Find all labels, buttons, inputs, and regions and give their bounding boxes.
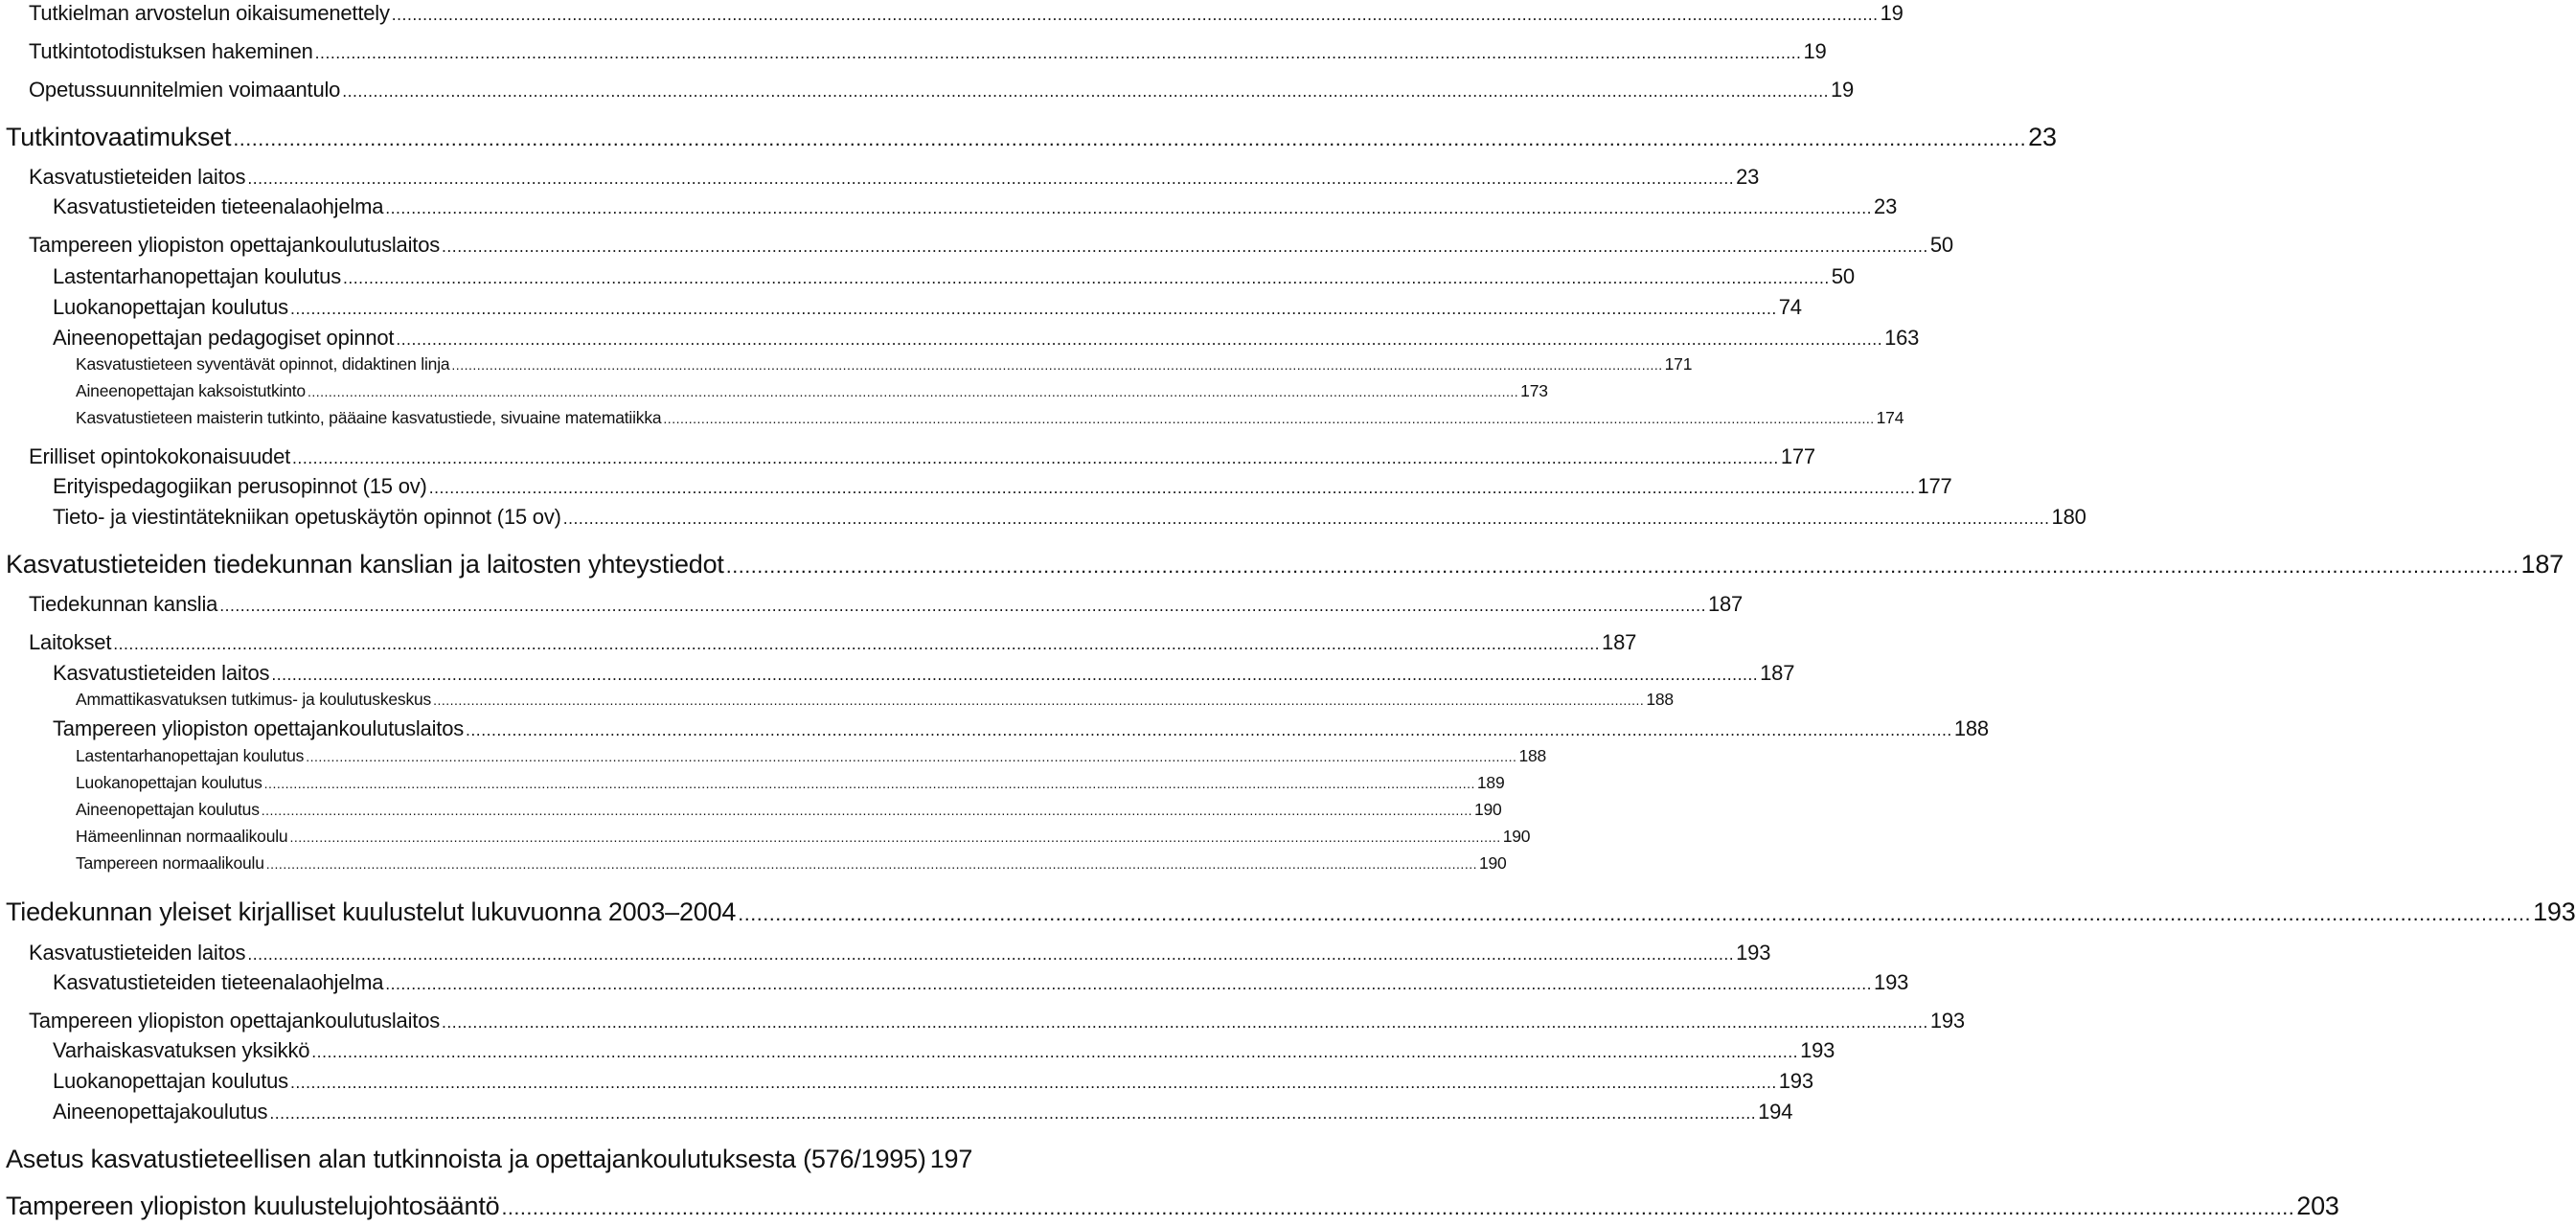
- toc-entry-page: 193: [1874, 970, 1909, 994]
- toc-entry-title: Hämeenlinnan normaalikoulu: [76, 827, 288, 846]
- dot-leader: [385, 200, 1872, 217]
- toc-entry-page: 203: [2296, 1192, 2339, 1220]
- dot-leader: [289, 830, 1500, 844]
- toc-entry-page: 23: [1736, 165, 1760, 189]
- dot-leader: [247, 170, 1734, 188]
- toc-entry: [76, 800, 1502, 819]
- toc-entry-title: Tiedekunnan kanslia: [29, 592, 218, 616]
- dot-leader: [266, 857, 1477, 871]
- toc-entry-page: 190: [1473, 800, 1502, 819]
- toc-entry-title: Kasvatustieteiden laitos: [29, 941, 246, 965]
- toc-entry-page: 193: [1929, 1009, 1965, 1033]
- dot-leader: [290, 301, 1777, 318]
- dot-leader: [738, 903, 2531, 924]
- dot-leader: [113, 636, 1600, 653]
- toc-entry: [76, 746, 1547, 765]
- toc-entry-page: 189: [1476, 773, 1505, 792]
- toc-entry-title: Erilliset opintokokonaisuudet: [29, 444, 291, 468]
- toc-entry-page: 180: [2051, 505, 2086, 529]
- toc-entry-title: Aineenopettajakoulutus: [53, 1100, 268, 1124]
- dot-leader: [308, 385, 1518, 398]
- toc-entry-title: Lastentarhanopettajan koulutus: [76, 746, 305, 765]
- dot-leader: [262, 804, 1472, 817]
- toc-entry-page: 193: [1800, 1038, 1835, 1062]
- toc-entry-title: Opetussuunnitelmien voimaantulo: [29, 78, 341, 102]
- toc-entry-title: Tutkielman arvostelun oikaisumenettely: [29, 1, 390, 25]
- toc-entry: [76, 690, 1674, 709]
- toc-entry: [53, 194, 1898, 218]
- toc-entry-title: Aineenopettajan kaksoistutkinto: [76, 381, 306, 400]
- toc-entry-page: 197: [929, 1145, 973, 1173]
- toc-entry: [53, 1069, 1813, 1093]
- toc-entry: [76, 354, 1693, 374]
- toc-entry-page: 177: [1780, 444, 1815, 468]
- toc-entry: [6, 123, 2057, 151]
- toc-entry-page: 177: [1917, 474, 1952, 498]
- toc-entry-page: 193: [2533, 897, 2576, 926]
- toc-entry-page: 23: [2028, 123, 2057, 151]
- toc-entry-page: 187: [1760, 661, 1795, 685]
- toc-entry-title: Laitokset: [29, 630, 112, 654]
- toc-entry: [29, 1009, 1965, 1033]
- toc-entry-title: Luokanopettajan koulutus: [53, 1069, 288, 1093]
- dot-leader: [247, 946, 1734, 964]
- toc-entry: [53, 505, 2086, 529]
- toc-entry-title: Tampereen yliopiston kuulustelujohtosääntö: [6, 1192, 500, 1220]
- toc-entry: [53, 661, 1795, 685]
- toc-entry-title: Tampereen yliopiston opettajankoulutuslaitos: [29, 233, 441, 257]
- toc-entry: [76, 853, 1507, 873]
- toc-entry-page: 190: [1502, 827, 1531, 846]
- toc-entry-title: Aineenopettajan koulutus: [76, 800, 260, 819]
- toc-entry-title: Kasvatustieteen maisterin tutkinto, pääaine kasvatustiede, sivuaine matematiikka: [76, 408, 662, 427]
- dot-leader: [385, 976, 1872, 993]
- dot-leader: [663, 412, 1874, 425]
- toc-entry: [29, 1, 1904, 25]
- toc-entry: [53, 295, 1802, 319]
- dot-leader: [219, 598, 1706, 615]
- toc-entry-title: Tiedekunnan yleiset kirjalliset kuulustelut lukuvuonna 2003–2004: [6, 897, 737, 926]
- dot-leader: [311, 1044, 1798, 1061]
- toc-entry-page: 19: [1803, 39, 1827, 63]
- toc-entry: [76, 773, 1505, 792]
- toc-entry-page: 187: [1602, 630, 1637, 654]
- toc-entry-page: 193: [1778, 1069, 1813, 1093]
- toc-entry: [6, 897, 2576, 926]
- toc-entry-title: Kasvatustieteiden laitos: [29, 165, 246, 189]
- toc-entry-title: Tutkintotodistuksen hakeminen: [29, 39, 313, 63]
- toc-entry-page: 171: [1664, 354, 1693, 374]
- dot-leader: [501, 1197, 2294, 1218]
- toc-entry-page: 190: [1478, 853, 1507, 873]
- toc-entry-title: Asetus kasvatustieteellisen alan tutkinnoista ja opettajankoulutuksesta (576/1995): [6, 1145, 926, 1173]
- toc-entry-page: 193: [1736, 941, 1771, 965]
- toc-entry-page: 19: [1831, 78, 1855, 102]
- toc-entry-title: Varhaiskasvatuksen yksikkö: [53, 1038, 310, 1062]
- dot-leader: [392, 7, 1879, 24]
- toc-entry-title: Kasvatustieteiden tieteenalaohjelma: [53, 194, 384, 218]
- toc-entry-title: Tutkintovaatimukset: [6, 123, 232, 151]
- toc-entry: [53, 970, 1909, 994]
- toc-entry: [29, 592, 1744, 616]
- toc-entry: [53, 474, 1952, 498]
- toc-entry-page: 188: [1646, 690, 1674, 709]
- toc-entry: [53, 1100, 1793, 1124]
- toc-entry-page: 188: [1953, 716, 1989, 740]
- toc-entry: [53, 264, 1855, 288]
- toc-entry-title: Luokanopettajan koulutus: [76, 773, 262, 792]
- toc-entry-page: 74: [1778, 295, 1802, 319]
- toc-entry: [29, 630, 1637, 654]
- toc-entry-page: 50: [1831, 264, 1855, 288]
- toc-entry-page: 174: [1876, 408, 1904, 427]
- toc-entry-title: Tampereen yliopiston opettajankoulutuslaitos: [53, 716, 465, 740]
- toc-entry-page: 173: [1520, 381, 1548, 400]
- dot-leader: [233, 128, 2026, 149]
- toc-entry-page: 188: [1518, 746, 1547, 765]
- toc-entry: [29, 941, 1771, 965]
- dot-leader: [466, 722, 1952, 739]
- dot-leader: [442, 238, 1928, 256]
- toc-entry: [53, 716, 1989, 740]
- toc-entry-title: Kasvatustieteiden tiedekunnan kanslian ja laitosten yhteystiedot: [6, 550, 724, 579]
- toc-entry-page: 19: [1880, 1, 1904, 25]
- toc-entry-page: 187: [2520, 550, 2564, 579]
- dot-leader: [315, 45, 1802, 62]
- toc-entry: [53, 1038, 1835, 1062]
- toc-entry-page: 50: [1929, 233, 1953, 257]
- toc-entry-title: Tampereen normaalikoulu: [76, 853, 264, 873]
- dot-leader: [442, 1014, 1928, 1032]
- toc-entry-title: Lastentarhanopettajan koulutus: [53, 264, 342, 288]
- toc-entry-title: Kasvatustieteiden laitos: [53, 661, 270, 685]
- toc-entry-title: Ammattikasvatuksen tutkimus- ja koulutuskeskus: [76, 690, 432, 709]
- toc-entry-title: Erityispedagogiikan perusopinnot (15 ov): [53, 474, 427, 498]
- dot-leader: [264, 777, 1475, 790]
- toc-entry: [29, 233, 1953, 257]
- toc-entry: [6, 550, 2564, 579]
- dot-leader: [306, 750, 1516, 763]
- toc-entry-page: 194: [1758, 1100, 1793, 1124]
- toc-entry-title: Luokanopettajan koulutus: [53, 295, 288, 319]
- dot-leader: [396, 331, 1882, 349]
- toc-entry-title: Kasvatustieteen syventävät opinnot, didaktinen linja: [76, 354, 450, 374]
- dot-leader: [290, 1075, 1777, 1092]
- toc-entry: [29, 165, 1760, 189]
- toc-entry: [29, 444, 1815, 468]
- dot-leader: [563, 511, 2050, 528]
- dot-leader: [433, 693, 1644, 707]
- dot-leader: [269, 1105, 1756, 1123]
- toc-entry: [29, 39, 1827, 63]
- toc-entry: [53, 326, 1920, 350]
- dot-leader: [726, 556, 2519, 577]
- toc-entry-title: Aineenopettajan pedagogiset opinnot: [53, 326, 395, 350]
- dot-leader: [342, 83, 1829, 101]
- dot-leader: [292, 450, 1779, 467]
- dot-leader: [451, 358, 1662, 372]
- toc-entry-title: Kasvatustieteiden tieteenalaohjelma: [53, 970, 384, 994]
- toc-entry-title: Tampereen yliopiston opettajankoulutuslaitos: [29, 1009, 441, 1033]
- dot-leader: [343, 270, 1830, 287]
- toc-entry-page: 163: [1884, 326, 1920, 350]
- toc-entry: [29, 78, 1855, 102]
- toc-entry-page: 187: [1707, 592, 1744, 616]
- dot-leader: [429, 480, 1916, 497]
- toc-entry: [76, 381, 1548, 400]
- toc-entry: [76, 827, 1531, 846]
- toc-entry-title: Tieto- ja viestintätekniikan opetuskäytön opinnot (15 ov): [53, 505, 561, 529]
- toc-entry: [6, 1192, 2339, 1220]
- toc-entry: [76, 408, 1904, 427]
- dot-leader: [271, 667, 1758, 684]
- toc-entry: [6, 1145, 973, 1173]
- toc-entry-page: 23: [1874, 194, 1898, 218]
